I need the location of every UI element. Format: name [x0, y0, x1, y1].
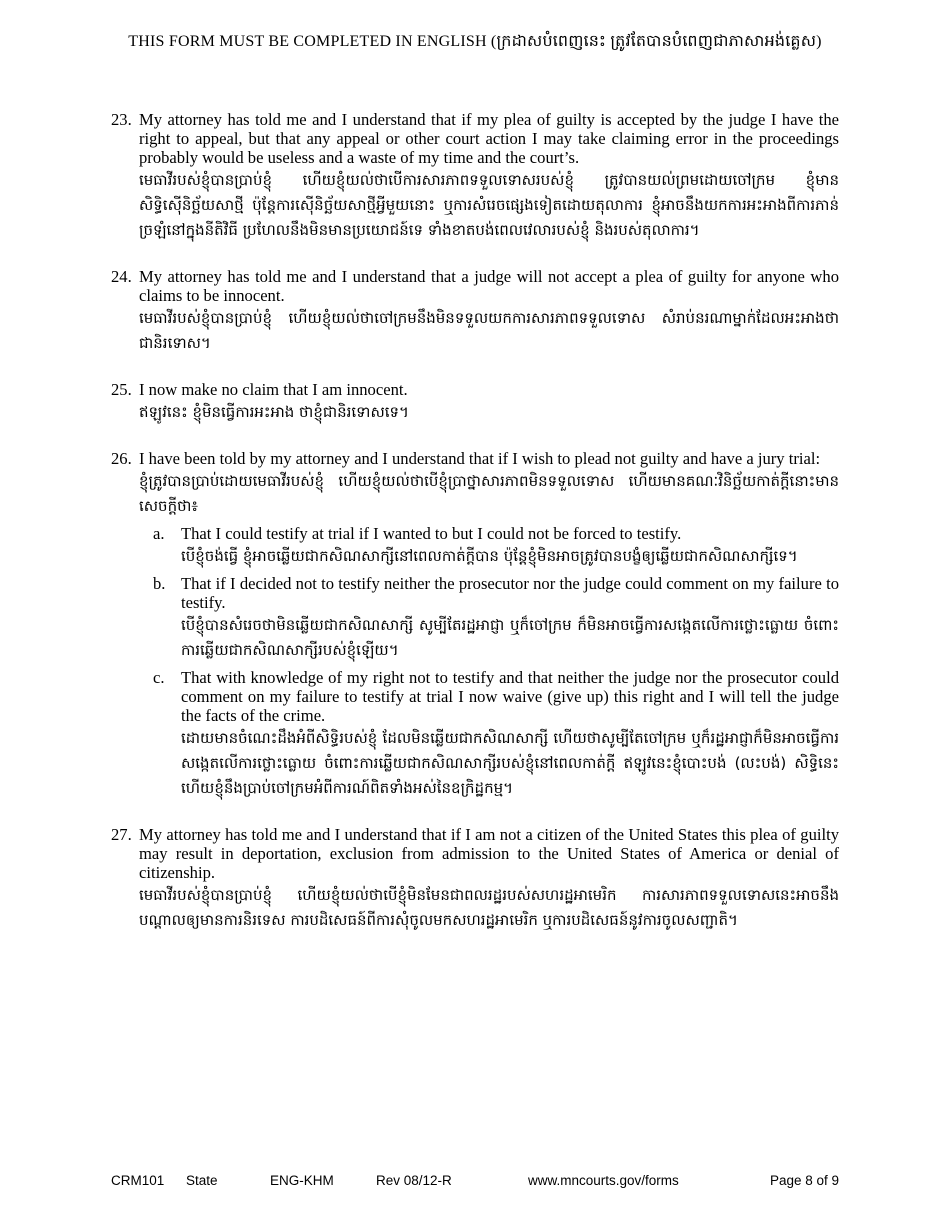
- list-item-27: [111, 825, 839, 933]
- item-number: 25.: [111, 380, 132, 399]
- item-number: 23.: [111, 110, 132, 129]
- footer-url-link[interactable]: www.mncourts.gov/forms: [528, 1173, 679, 1188]
- item-english-text: I have been told by my attorney and I understand that if I wish to plead not guilty and have a jury trial:: [139, 449, 821, 468]
- item-khmer-text: មេធាវីរបស់ខ្ញុំបានប្រាប់ខ្ញុំ ហើយខ្ញុំយល់ថាបើការសារភាពទទួលទោសរបស់ខ្ញុំ ត្រូវបានយល់ព្រមដោយចៅក្រម ខ្ញុំមានសិទ្ធិស៊ើនិច្ឆ័យសាថ្មី ប៉ុន្តែការស៊ើនិច្ឆ័យសាថ្មីអ្វីមួយនោះ ឬការសំរេចផ្សេងទៀតដោយតុលាការ ខ្ញុំអាចនឹងយកការអះអាងពីការភាន់ច្រឡំនៅក្នុងនីតិវិធី ប្រហែលនឹងមិនមានប្រយោជន៍ទេ ទាំងខាតបង់ពេលវេលារបស់ខ្ញុំ និងរបស់តុលាការ។: [139, 171, 839, 239]
- sub-item-letter: a.: [153, 524, 165, 543]
- footer-type: State: [186, 1173, 218, 1188]
- sub-item-letter: b.: [153, 574, 166, 593]
- list-item-25: [111, 380, 839, 425]
- item-number: 24.: [111, 267, 132, 286]
- item-number: 27.: [111, 825, 132, 844]
- form-body: [111, 110, 839, 957]
- item-number: 26.: [111, 449, 132, 468]
- list-item-23: [111, 110, 839, 243]
- sub-item-khmer-text: បើខ្ញុំចង់ធ្វើ ខ្ញុំអាចឆ្លើយជាកសិណសាក្សីនៅពេលកាត់ក្តីបាន ប៉ុន្តែខ្ញុំមិនអាចត្រូវបានបង្ខំឲ្យឆ្លើយជាកសិណសាក្សីទេ។: [181, 547, 798, 565]
- item-khmer-text: ឥឡូវនេះ ខ្ញុំមិនធ្វើការអះអាង ថាខ្ញុំជានិរទោសទេ។: [139, 403, 409, 421]
- sub-item-english-text: That I could testify at trial if I wanted to but I could not be forced to testify.: [181, 524, 682, 543]
- footer-language: ENG-KHM: [270, 1173, 334, 1188]
- item-english-text: My attorney has told me and I understand that if I am not a citizen of the United States this plea of guilty may result in deportation, exclusion from admission to the United States of America or denial of citizenship.: [139, 825, 839, 882]
- sub-item-english-text: That with knowledge of my right not to testify and that neither the judge nor the prosecutor could comment on my failure to testify at trial I now waive (give up) this right and I will tell the judge the facts of the crime.: [181, 668, 839, 725]
- list-item-24: [111, 267, 839, 356]
- sub-item-c: [139, 668, 839, 801]
- item-english-text: My attorney has told me and I understand that if my plea of guilty is accepted by the judge I have the right to appeal, but that any appeal or other court action I may take claiming error in the proceedings probably would be useless and a waste of my time and the court’s.: [139, 110, 839, 167]
- item-khmer-text: មេធាវីរបស់ខ្ញុំបានប្រាប់ខ្ញុំ ហើយខ្ញុំយល់ថាចៅក្រមនឹងមិនទទួលយកការសារភាពទទួលទោស សំរាប់នរណាម្នាក់ដែលអះអាងថាជានិរទោស។: [139, 309, 839, 352]
- item-khmer-text: ខ្ញុំត្រូវបានប្រាប់ដោយមេធាវីរបស់ខ្ញុំ ហើយខ្ញុំយល់ថាបើខ្ញុំប្រាថ្នាសារភាពមិនទទួលទោស ហើយមានគណៈវិនិច្ឆ័យកាត់ក្តីនោះមានសេចក្តីថា៖: [139, 472, 839, 515]
- sub-item-b: [139, 574, 839, 663]
- item-english-text: I now make no claim that I am innocent.: [139, 380, 408, 399]
- list-item-26: [111, 449, 839, 801]
- sub-item-a: [139, 524, 839, 569]
- footer-form-id: CRM101: [111, 1173, 165, 1188]
- sub-item-khmer-text: បើខ្ញុំបានសំរេចថាមិនឆ្លើយជាកសិណសាក្សី សូម្បីតែរដ្ឋអាជ្ញា ឬក៏ចៅក្រម ក៏មិនអាចធ្វើការសង្កេតលើការថ្លោះធ្លោយ ចំពោះការឆ្លើយជាកសិណសាក្សីរបស់ខ្ញុំឡើយ។: [181, 616, 839, 659]
- footer-page-number: Page 8 of 9: [769, 1173, 839, 1188]
- item-khmer-text: មេធាវីរបស់ខ្ញុំបានប្រាប់ខ្ញុំ ហើយខ្ញុំយល់ថាបើខ្ញុំមិនមែនជាពលរដ្ឋរបស់សហរដ្ឋអាមេរិក ការសារភាពទទួលទោសនេះអាចនឹងបណ្តាលឲ្យមានការនិរទេស ការបដិសេធន៍ពីការសុំចូលមកសហរដ្ឋអាមេរិក ឬការបដិសេធន៍នូវការចូលសញ្ជាតិ។: [139, 886, 839, 929]
- sub-item-khmer-text: ដោយមានចំណេះដឹងអំពីសិទ្ធិរបស់ខ្ញុំ ដែលមិនឆ្លើយជាកសិណសាក្សី ហើយថាសូម្បីតែចៅក្រម ឬក៏រដ្ឋអាជ្ញាក៏មិនអាចធ្វើការសង្កេតលើការថ្លោះធ្លោយ ចំពោះការឆ្លើយជាកសិណសាក្សីរបស់ខ្ញុំនៅពេលកាត់ក្តី ឥឡូវនេះខ្ញុំបោះបង់ (លះបង់) សិទ្ធិនេះ ហើយខ្ញុំនឹងប្រាប់ចៅក្រមអំពីការណ៍ពិតទាំងអស់នៃឧក្រិដ្ឋកម្ម។: [181, 729, 839, 797]
- item-english-text: My attorney has told me and I understand that a judge will not accept a plea of guilty for anyone who claims to be innocent.: [139, 267, 839, 305]
- footer-revision: Rev 08/12-R: [376, 1173, 452, 1188]
- page-header: THIS FORM MUST BE COMPLETED IN ENGLISH (ក្រដាសបំពេញនេះ ត្រូវតែបានបំពេញជាភាសាអង់គ្លេស): [128, 33, 822, 50]
- page-footer: [111, 1173, 839, 1191]
- sub-item-letter: c.: [153, 668, 165, 687]
- sub-item-english-text: That if I decided not to testify neither the prosecutor nor the judge could comment on my failure to testify.: [181, 574, 839, 612]
